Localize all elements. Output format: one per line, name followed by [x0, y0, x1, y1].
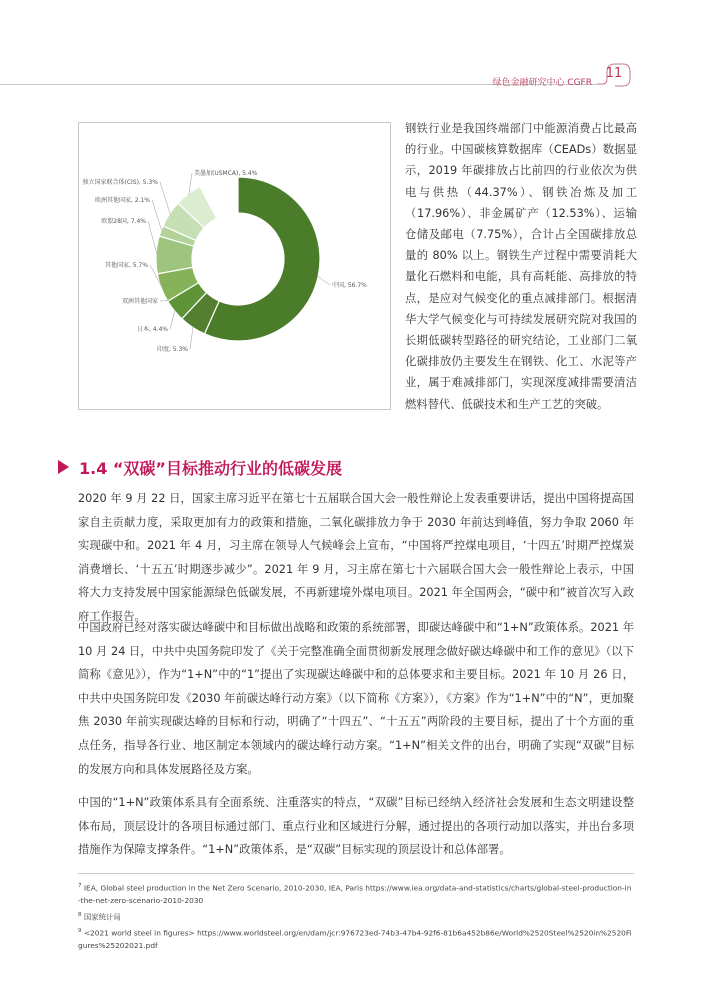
slice-label-8: 美墨加(USMCA), 5.4% — [194, 170, 258, 177]
footnote-8: $^8$ 国家统计局 — [78, 911, 121, 922]
donut-slice-0 — [204, 177, 320, 341]
slice-label-2: 日本, 4.4% — [136, 326, 168, 333]
slice-label-7: 独立国家联合体(CIS), 5.3% — [82, 179, 158, 186]
slice-label-5: 欧盟28国, 7.4% — [101, 218, 146, 225]
paragraph-1: 2020 年 9 月 22 日，国家主席习近平在第七十五届联合国大会一般性辩论上发表重要讲话，提出中国将提高国家自主贡献力度，采取更加有力的政策和措施，二氧化碳排放力争于 2030 年前达到峰值，努力争取 2060 年实现碳中和。2021 年 4 月，习主席在领导人气候峰会上宣布，“中国将严控煤电项目，‘十四五’时期严控煤炭消费增长、‘十五五’时期逐步减少”。2021 年 9 月，习主席在第七十六届联合国大会一般性辩论上表示，中国将大力支持发展中国家能源绿色低碳发展，不再新建境外煤电项目。2021 年全国两会，“碳中和”被首次写入政府工作报告。 — [78, 492, 634, 623]
section-heading — [58, 454, 342, 480]
footnote-7: $^7$ IEA, Global steel production in the Net Zero Scenario, 2010-2030, IEA, Paris https://www.iea.org/data-and-statistics/charts/global-steel-production-in-the-net-zero-scenario-2010-2030 — [78, 883, 632, 906]
steel-industry-text: 钢铁行业是我国终端部门中能源消费占比最高的行业。中国碳核算数据库（CEADs）数据显示，2019 年碳排放占比前四的行业依次为供电与供热（44.37%）、钢铁冶炼及加工（17.96%）、非金属矿产（12.53%）、运输仓储及邮电（7.75%），合计占全国碳排放总量的 80% 以上。钢铁生产过程中需要消耗大量化石燃料和电能，具有高耗能、高排放的特点，是应对气候变化的重点减排部门。根据清华大学气候变化与可持续发展研究院对我国的长期低碳转型路径的研究结论，工业部门二氧化碳排放仍主要发生在钢铁、化工、水泥等产业，属于难减排部门，实现深度减排需要清洁燃料替代、低碳技术和生产工艺的突破。 — [405, 122, 637, 411]
slice-label-0: 中国, 56.7% — [332, 282, 367, 289]
page-number: 11 — [605, 66, 623, 81]
leader-line-7 — [160, 182, 170, 215]
emissions-donut-chart — [78, 122, 391, 410]
leader-line-1 — [190, 326, 193, 349]
header-org-name: 绿色金融研究中心 CGFR — [492, 78, 592, 88]
footnote-9: $^9$ <2021 world steel in figures> https://www.worldsteel.org/en/dam/jcr:976723ed-74b3-47b4-92f6-81b6a452b86e/World%2520Steel%2520in%2520Figures%25202021.pdf — [78, 927, 632, 950]
leader-line-0 — [317, 276, 330, 285]
footnotes — [78, 880, 634, 953]
slice-label-4: 其他国家, 5.7% — [104, 262, 148, 269]
slice-label-6: 欧洲其他国家, 2.1% — [94, 197, 150, 204]
paragraph-2: 中国政府已经对落实碳达峰碳中和目标做出战略和政策的系统部署，即碳达峰碳中和“1+N”政策体系。2021 年 10 月 24 日，中共中央国务院印发了《关于完整准确全面贯彻新发展理念做好碳达峰碳中和工作的意见》（以下简称《意见》），作为“1+N”中的“1”提出了实现碳达峰碳中和的总体要求和主要目标。2021 年 10 月 26 日，中共中央国务院印发《2030 年前碳达峰行动方案》（以下简称《方案》），《方案》作为“1+N”中的“N”，更加聚焦 2030 年前实现碳达峰的目标和行动，明确了“十四五”、“十五五”两阶段的主要目标，提出了十个方面的重点任务，指导各行业、地区制定本领域内的碳达峰行动方案。“1+N”相关文件的出台，明确了实现“双碳”目标的发展方向和具体发展路径及方案。 — [78, 621, 634, 776]
slice-label-1: 印度, 5.3% — [156, 346, 188, 353]
paragraph-3: 中国的“1+N”政策体系具有全面系统、注重落实的特点，“双碳”目标已经纳入经济社会发展和生态文明建设整体布局，顶层设计的各项目标通过部门、重点行业和区域进行分解，通过提出的各项行动加以落实，并出台多项措施作为保障支撑条件。“1+N”政策体系，是“双碳”目标实现的顶层设计和总体部署。 — [78, 796, 634, 857]
leader-line-2 — [170, 310, 175, 329]
leader-line-6 — [152, 200, 162, 231]
footnote-rule — [78, 873, 634, 874]
triangle-bullet-icon — [58, 460, 69, 474]
section-heading-text: 1.4 “双碳”目标推动行业的低碳发展 — [79, 458, 342, 478]
leader-line-5 — [148, 221, 157, 255]
slice-label-3: 双洲其他国家 — [121, 298, 158, 305]
donut-chart-svg — [79, 123, 392, 411]
